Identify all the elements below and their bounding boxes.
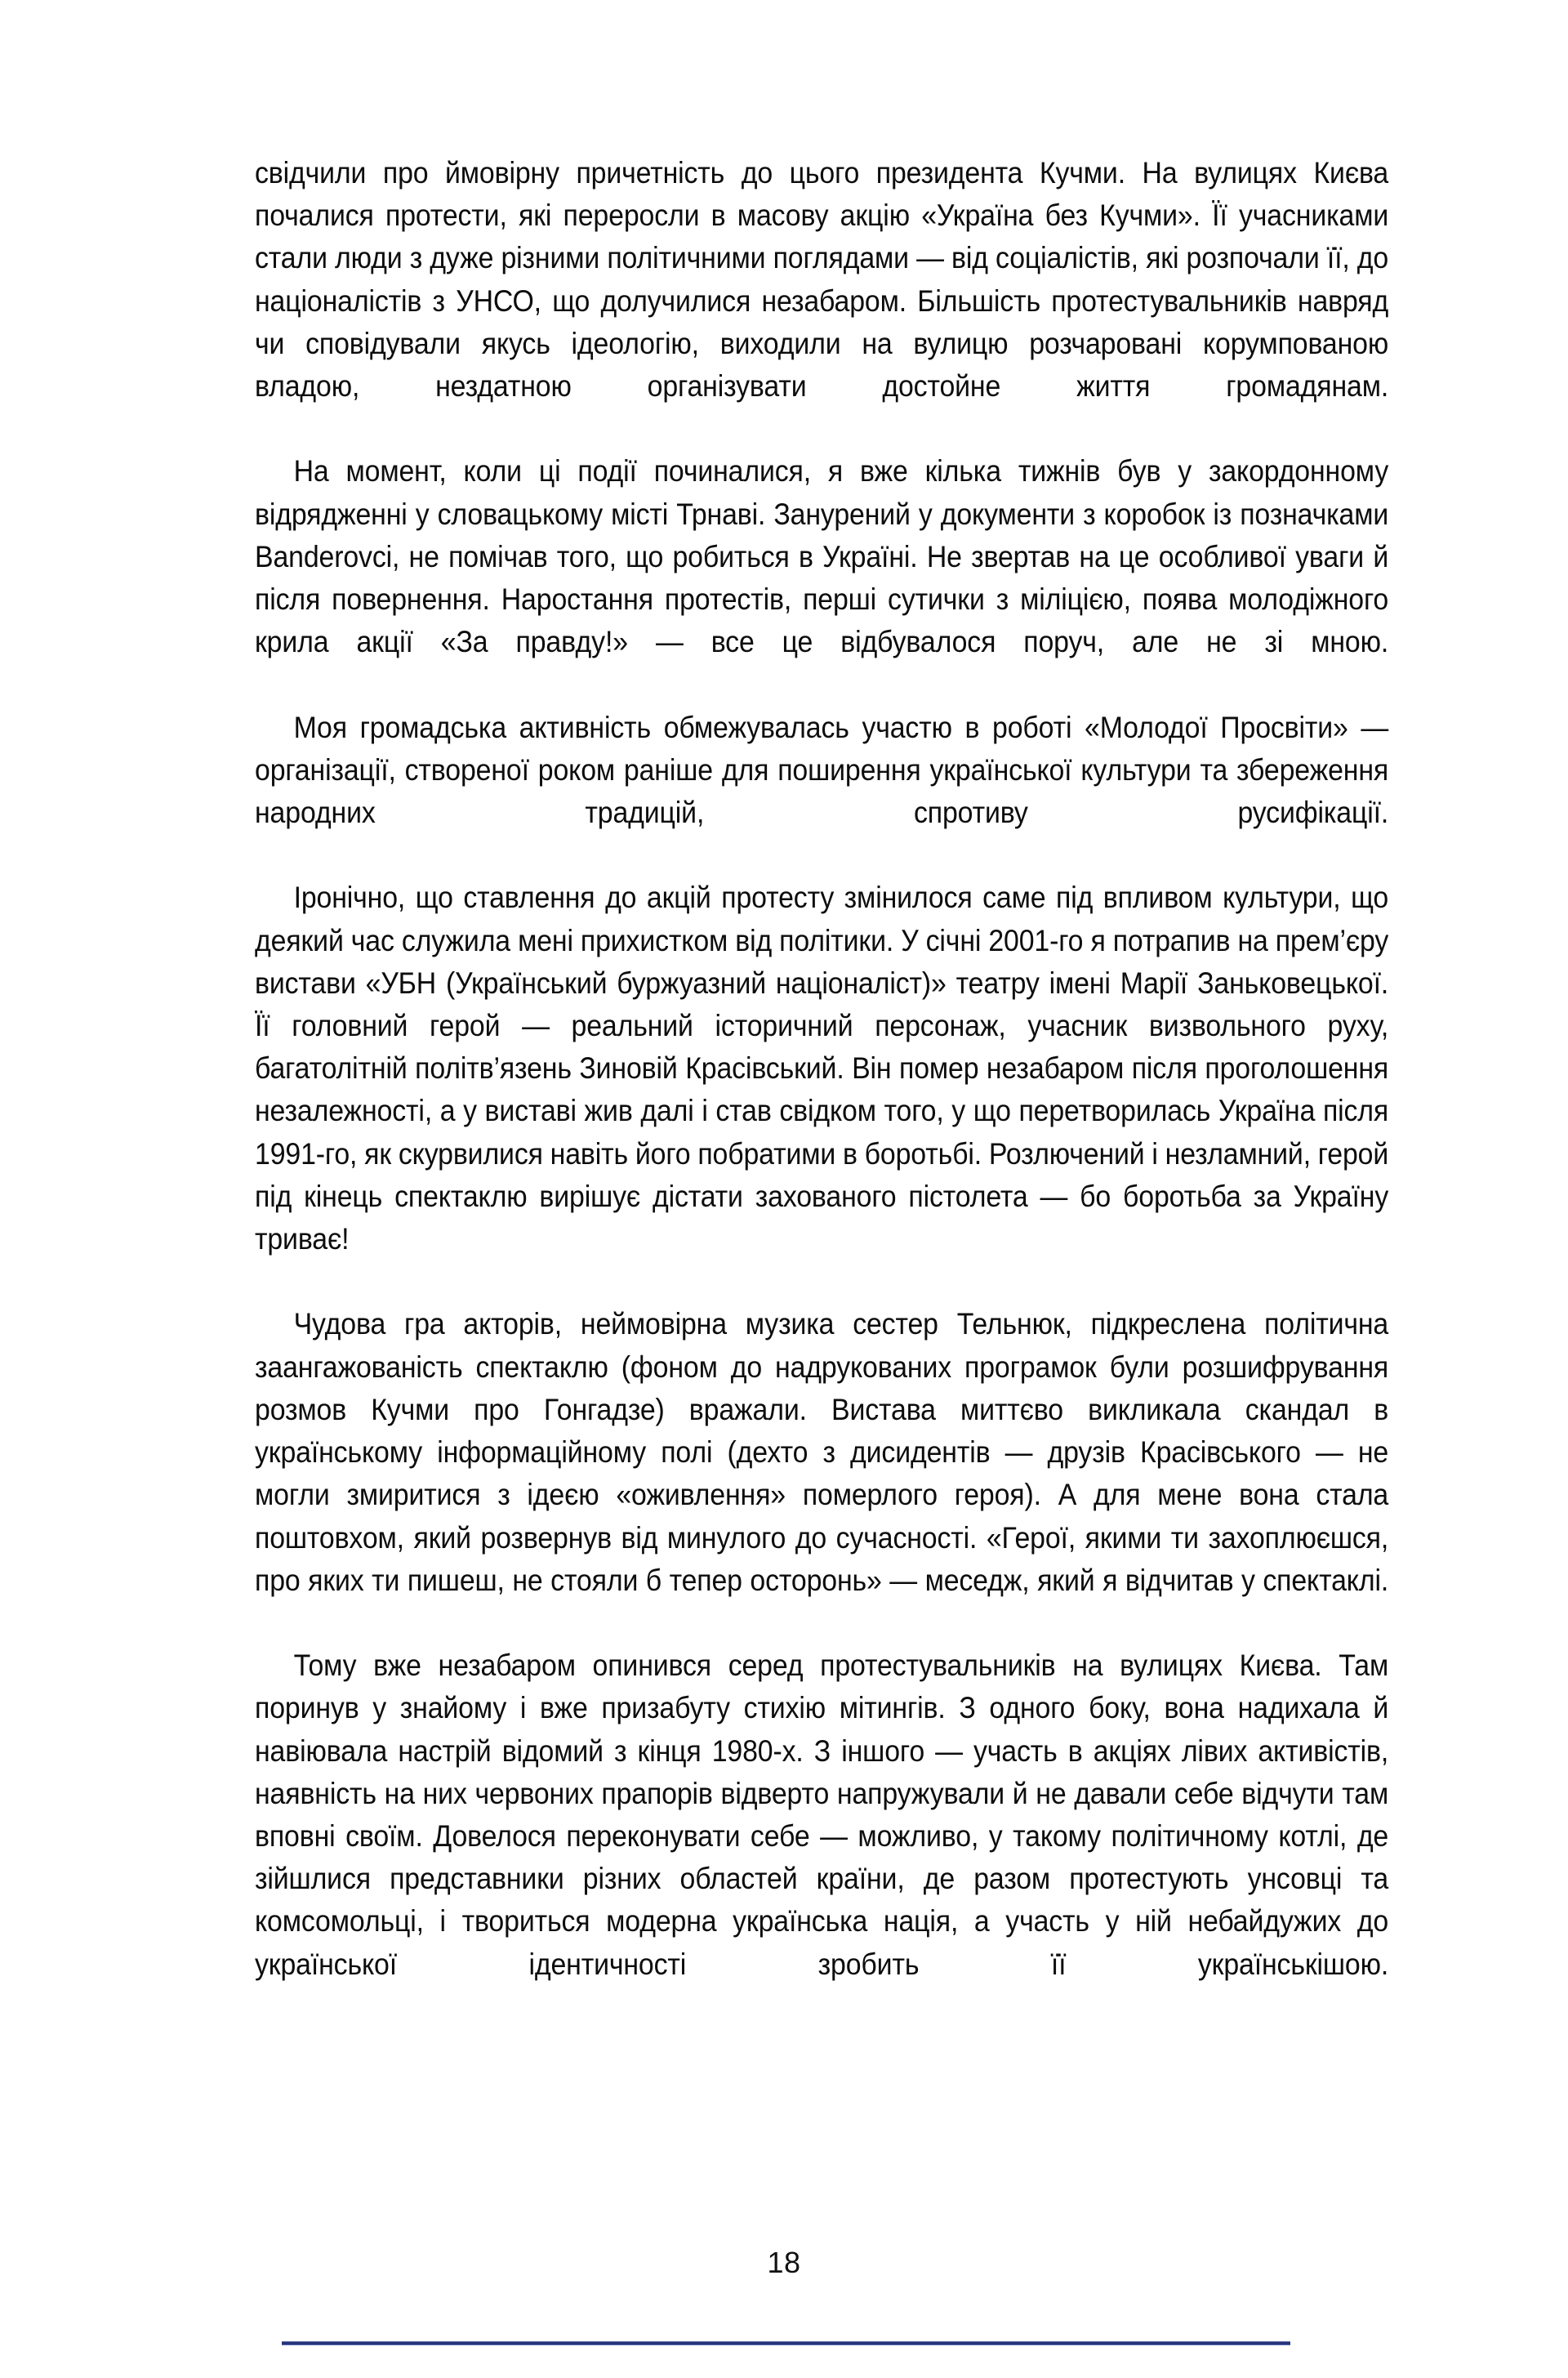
footer-divider <box>282 2341 1290 2345</box>
body-paragraph: Іронічно, що ставлення до акцій протесту змінилося саме під впливом культури, що деякий час служила мені прихистком від політики. У січні 2001-го я потрапив на прем’єру вистави «УБН (Український буржуазний націоналіст)» театру імені Марії Заньковецької. Її головний герой — реальний історичний персонаж, учасник визвольного руху, багатолітній політв’язень Зиновій Красівський. Він помер незабаром після проголошення незалежності, а у виставі жив далі і став свідком того, у що перетворилась Україна після 1991-го, як скурвилися навіть його побратими в боротьбі. Розлючений і незламний, герой під кінець спектаклю вирішує дістати захованого пістолета — бо боротьба за Україну триває! <box>255 881 1389 1256</box>
body-paragraph: свідчили про ймовірну причетність до цього президента Кучми. На вулицях Києва почалися протести, які переросли в масову акцію «Україна без Кучми». Її учасниками стали люди з дуже різними політичними поглядами — від соціалістів, які розпочали її, до націоналістів з УНСО, що долучилися незабаром. Більшість протестувальників навряд чи сповідували якусь ідеологію, виходили на вулицю розчаровані корумпованою владою, нездатною організувати достойне життя громадянам. <box>255 156 1389 404</box>
page-number: 18 <box>767 2246 801 2279</box>
body-paragraph: На момент, коли ці події починалися, я вже кілька тижнів був у закордонному відрядженні у словацькому місті Трнаві. Занурений у документи з коробок із позначками Banderovci, не помічав того, що робиться в Україні. Не звертав на це особливої уваги й після повернення. Наростання протестів, перші сутички з міліцією, поява молодіжного крила акції «За правду!» — все це відбувалося поруч, але не зі мною. <box>255 454 1389 659</box>
body-paragraph: Тому вже незабаром опинився серед протестувальників на вулицях Києва. Там поринув у знайому і вже призабуту стихію мітингів. З одного боку, вона надихала й навіювала настрій відомий з кінця 1980-х. З іншого — участь в акціях лівих активістів, наявність на них червоних прапорів відверто напружували й не давали себе відчути там вповні своїм. Довелося переконувати себе — можливо, у такому політичному котлі, де зійшлися представники різних областей країни, де разом протестують унсовці та комсомольці, і твориться модерна українська нація, а участь у ній небайдужих до української ідентичності зробить її українськішою. <box>255 1649 1389 1981</box>
body-paragraph: Моя громадська активність обмежувалась участю в роботі «Молодої Просвіти» — організації, створеної роком раніше для поширення української культури та збереження народних традицій, спротиву русифікації. <box>255 710 1389 830</box>
body-text-column <box>255 152 1388 2028</box>
body-paragraph: Чудова гра акторів, неймовірна музика сестер Тельнюк, підкреслена політична заангажованість спектаклю (фоном до надрукованих програмок були розшифрування розмов Кучми про Гонгадзе) вражали. Вистава миттєво викликала скандал в українському інформаційному полі (дехто з дисидентів — друзів Красівського — не могли змиритися з ідеєю «оживлення» померлого героя). А для мене вона стала поштовхом, який розвернув від минулого до сучасності. «Герої, якими ти захоплюєшся, про яких ти пишеш, не стояли б тепер осторонь» — меседж, який я відчитав у спектаклі. <box>255 1307 1389 1597</box>
